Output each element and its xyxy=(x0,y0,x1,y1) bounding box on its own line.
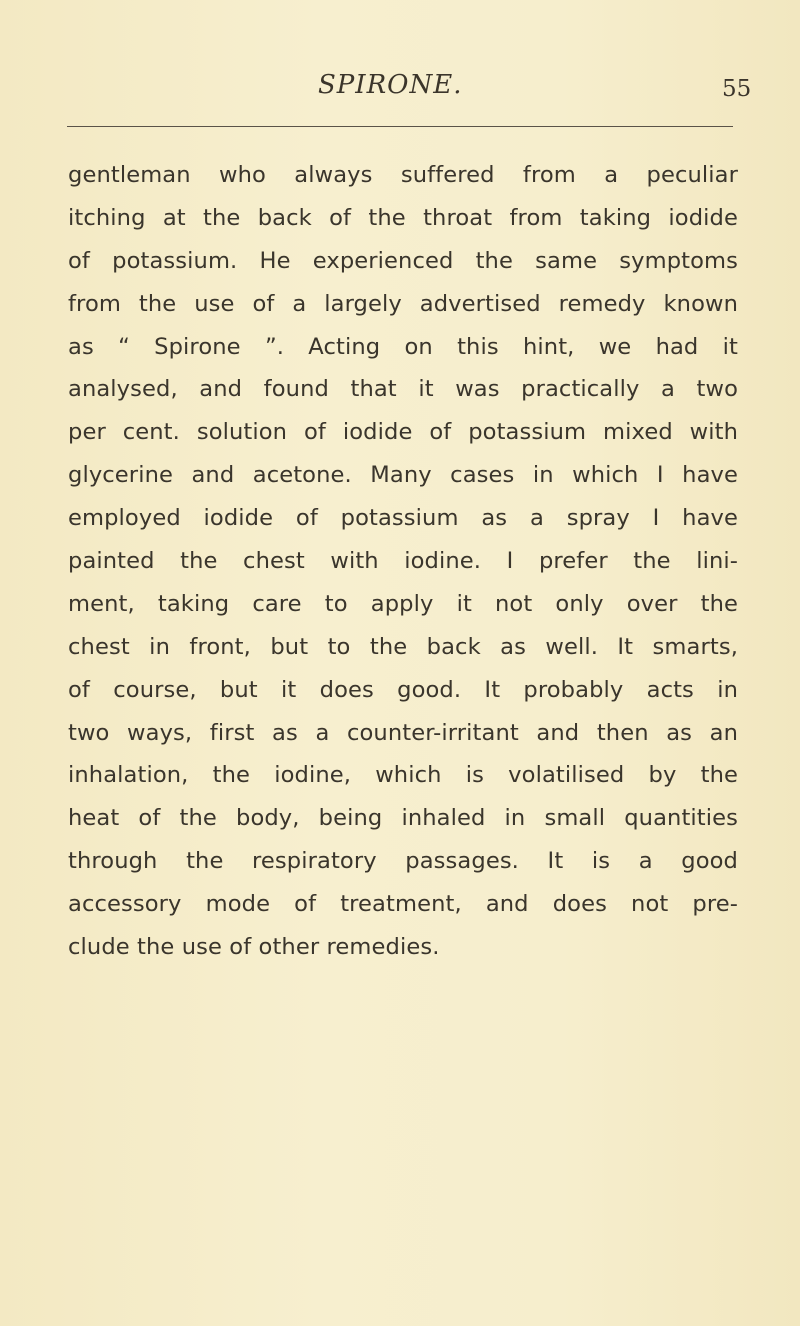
text-line: as “ Spirone ”. Acting on this hint, we had it xyxy=(68,333,738,360)
running-head xyxy=(0,70,800,110)
text-line: of course, but it does good. It probably acts in xyxy=(68,676,738,703)
text-line: per cent. solution of iodide of potassium mixed with xyxy=(68,419,738,446)
text-line: itching at the back of the throat from taking iodide xyxy=(68,204,738,231)
text-line: through the respiratory passages. It is a good xyxy=(68,848,738,875)
text-line: employed iodide of potassium as a spray I have xyxy=(68,505,738,532)
text-line: clude the use of other remedies. xyxy=(68,934,440,961)
text-line: two ways, first as a counter-irritant and then as an xyxy=(68,719,738,746)
text-line: chest in front, but to the back as well. It smarts, xyxy=(68,633,738,660)
body-paragraph xyxy=(68,154,738,969)
text-line: painted the chest with iodine. I prefer the lini- xyxy=(68,548,738,575)
page-number: 55 xyxy=(722,76,752,102)
text-line: gentleman who always suffered from a peculiar xyxy=(68,162,738,188)
text-line: heat of the body, being inhaled in small quantities xyxy=(68,805,738,832)
text-line: glycerine and acetone. Many cases in which I have xyxy=(68,462,738,489)
text-line: accessory mode of treatment, and does not pre- xyxy=(68,891,738,918)
text-line: from the use of a largely advertised remedy known xyxy=(68,290,738,317)
text-line: ment, taking care to apply it not only over the xyxy=(68,590,738,617)
text-line: analysed, and found that it was practically a two xyxy=(68,376,738,403)
header-rule xyxy=(67,126,733,127)
running-title: SPIRONE. xyxy=(318,70,463,100)
text-line: of potassium. He experienced the same symptoms xyxy=(68,247,738,274)
text-line: inhalation, the iodine, which is volatilised by the xyxy=(68,762,738,789)
